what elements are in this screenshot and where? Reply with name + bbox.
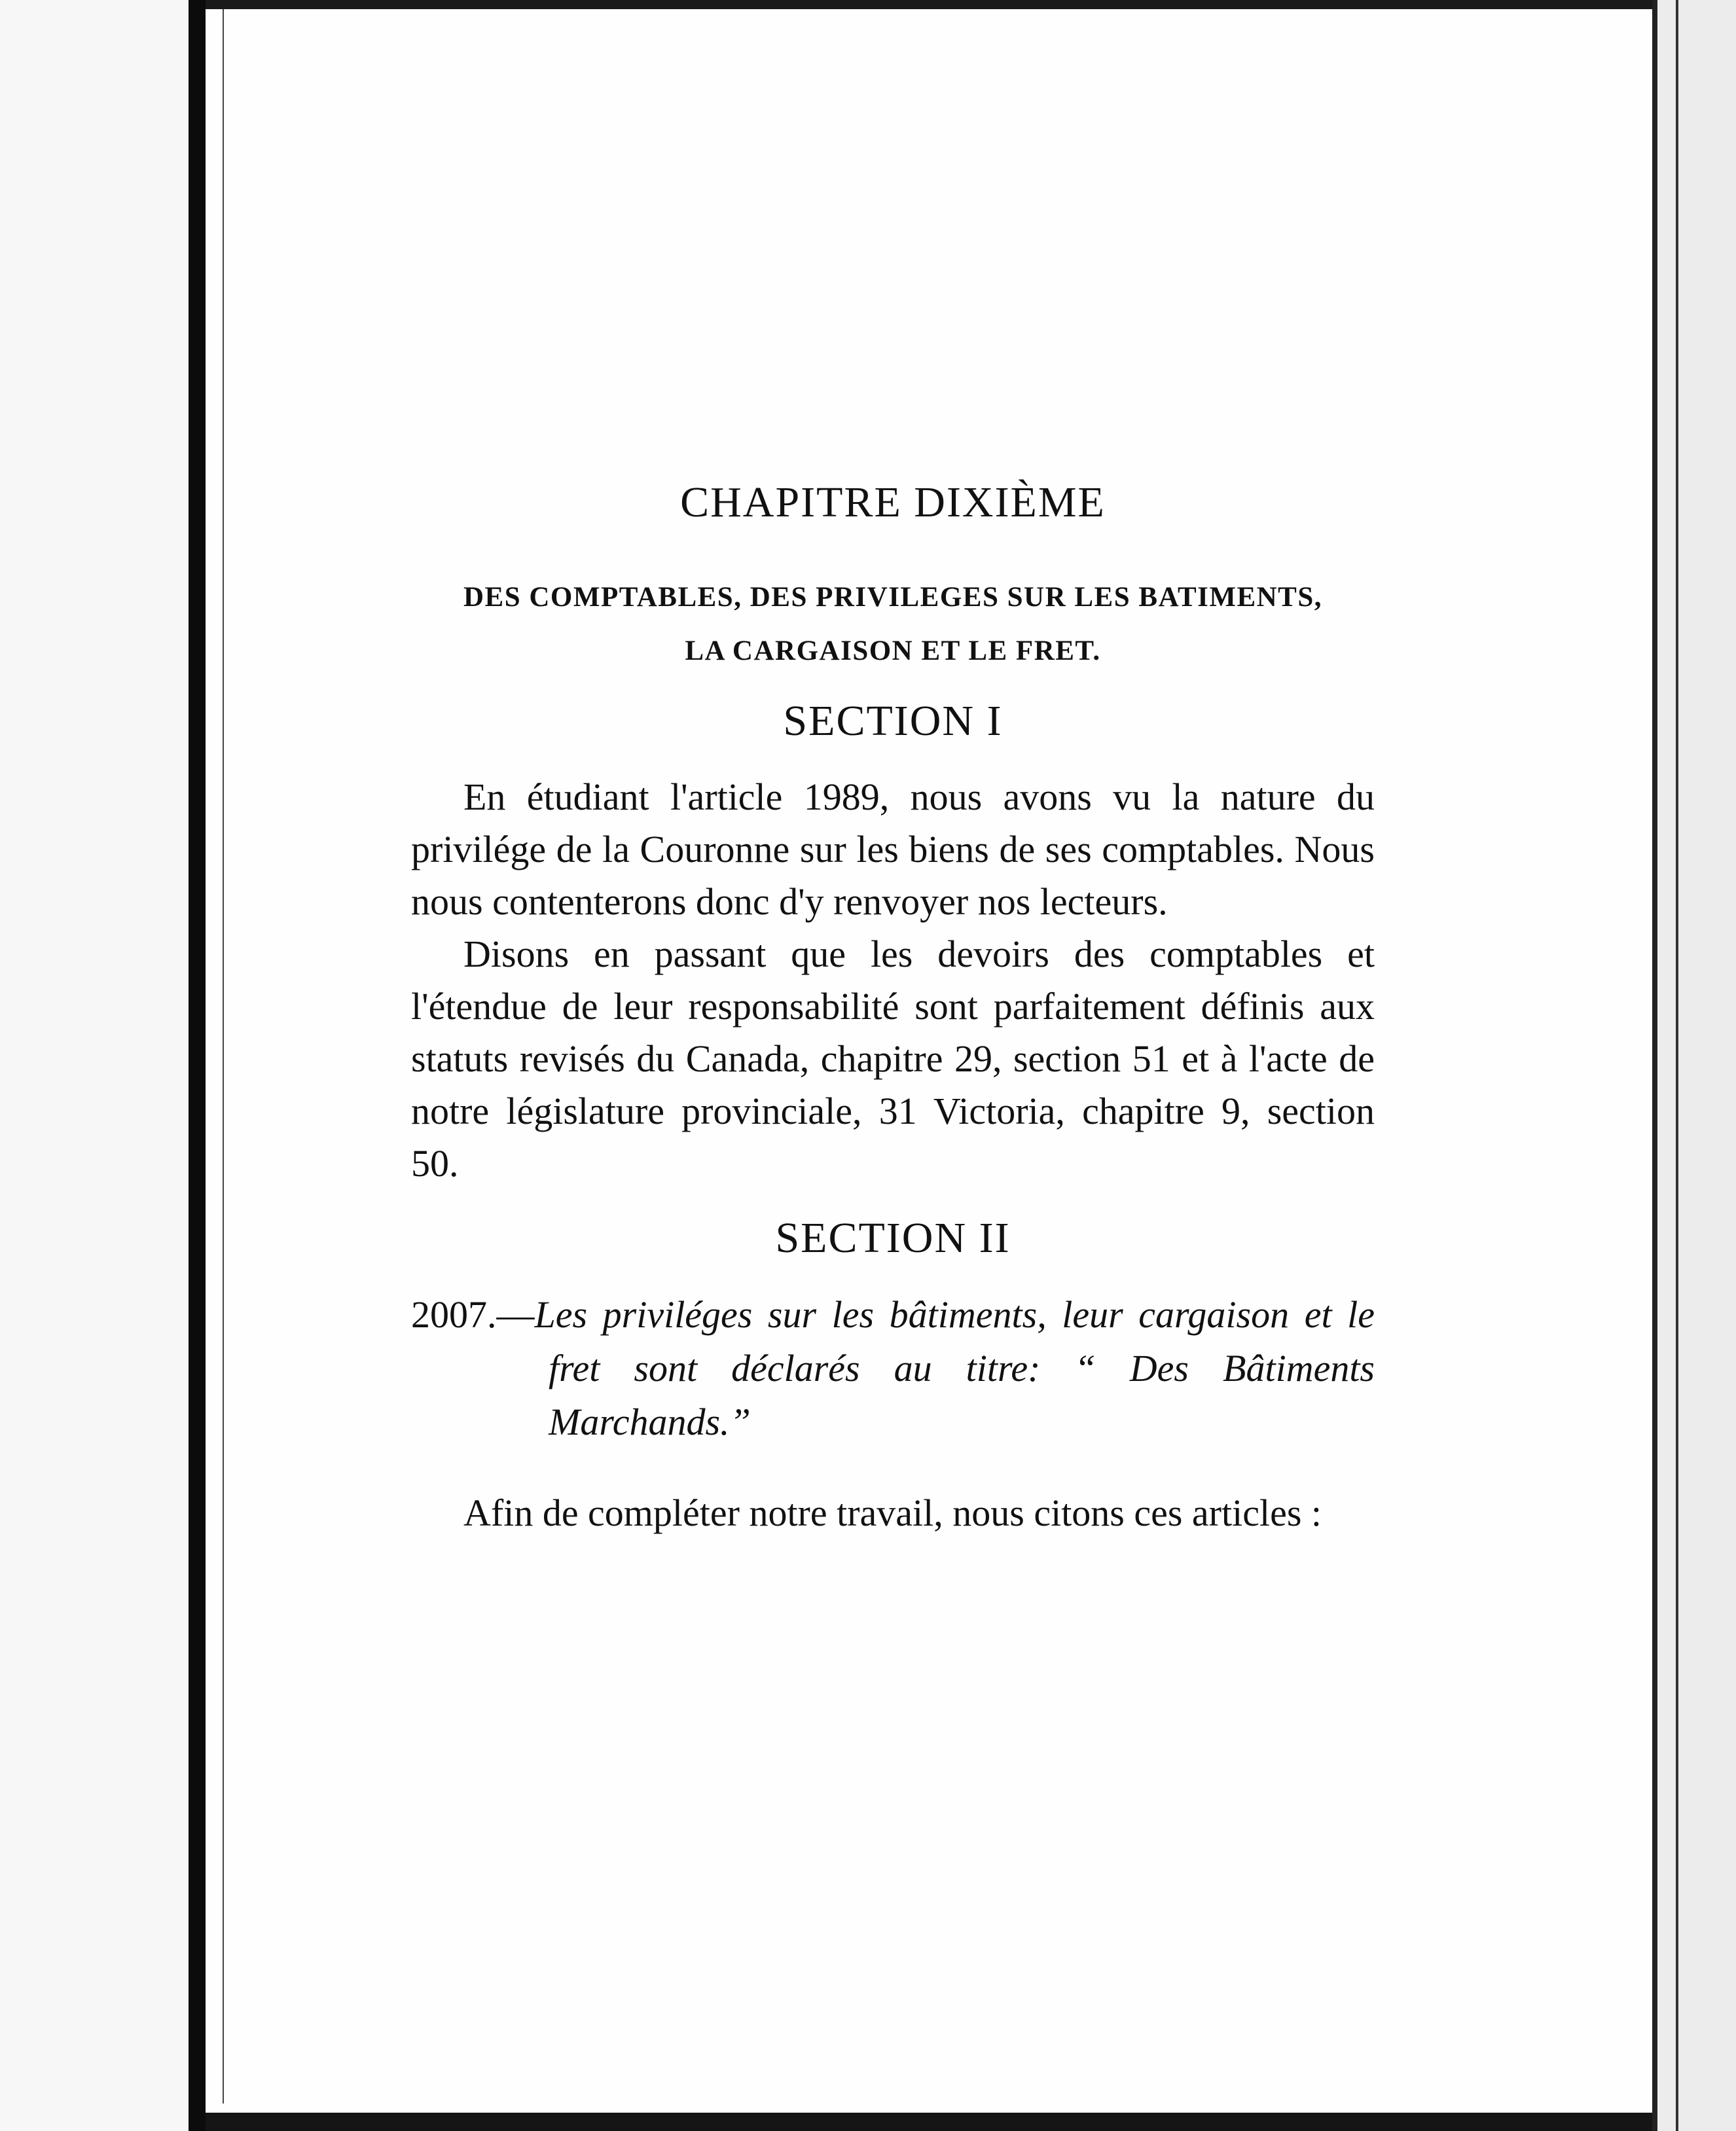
section-1-title: SECTION I: [783, 697, 1003, 745]
page-top-edge: [206, 0, 1652, 9]
section-2-title: SECTION II: [775, 1214, 1011, 1262]
left-facing-page: [0, 0, 189, 2131]
right-page-edge: [1652, 0, 1657, 2131]
right-page-edge-secondary: [1676, 0, 1678, 2131]
section-1-paragraph-2: Disons en passant que les devoirs des comptables et l'étendue de leur responsabilité sont parfaitement définis aux statuts revisés du Canada, chapitre 29, section 51 et à l'acte de notre législature provinciale, 31 Victoria, chapitre 9, section 50.: [411, 933, 1375, 1185]
chapter-title: CHAPITRE DIXIÈME: [680, 478, 1106, 526]
chapter-subtitle-line-1: DES COMPTABLES, DES PRIVILEGES SUR LES BATIMENTS,: [463, 582, 1323, 613]
section-2-closing-paragraph: Afin de compléter notre travail, nous citons ces articles :: [463, 1492, 1322, 1534]
article-2007: [411, 1288, 1375, 1449]
chapter-subtitle: [411, 571, 1375, 678]
page-text-block: [411, 478, 1375, 1539]
book-gutter: [189, 0, 206, 2131]
chapter-subtitle-line-2: LA CARGAISON ET LE FRET.: [685, 636, 1101, 666]
article-text: Les priviléges sur les bâtiments, leur cargaison et le fret sont déclarés au titre: “ Des Bâtiments Marchands.”: [534, 1293, 1375, 1443]
section-1-paragraph-1: En étudiant l'article 1989, nous avons vu la nature du privilége de la Couronne sur les biens de ses comptables. Nous nous contenterons donc d'y renvoyer nos lecteurs.: [411, 776, 1375, 923]
right-page-stack: [1652, 0, 1736, 2131]
article-number: 2007.—: [411, 1293, 535, 1336]
section-spacer: [411, 1190, 1375, 1213]
page-inner-edge: [223, 9, 224, 2104]
page-bottom-edge: [206, 2113, 1652, 2131]
